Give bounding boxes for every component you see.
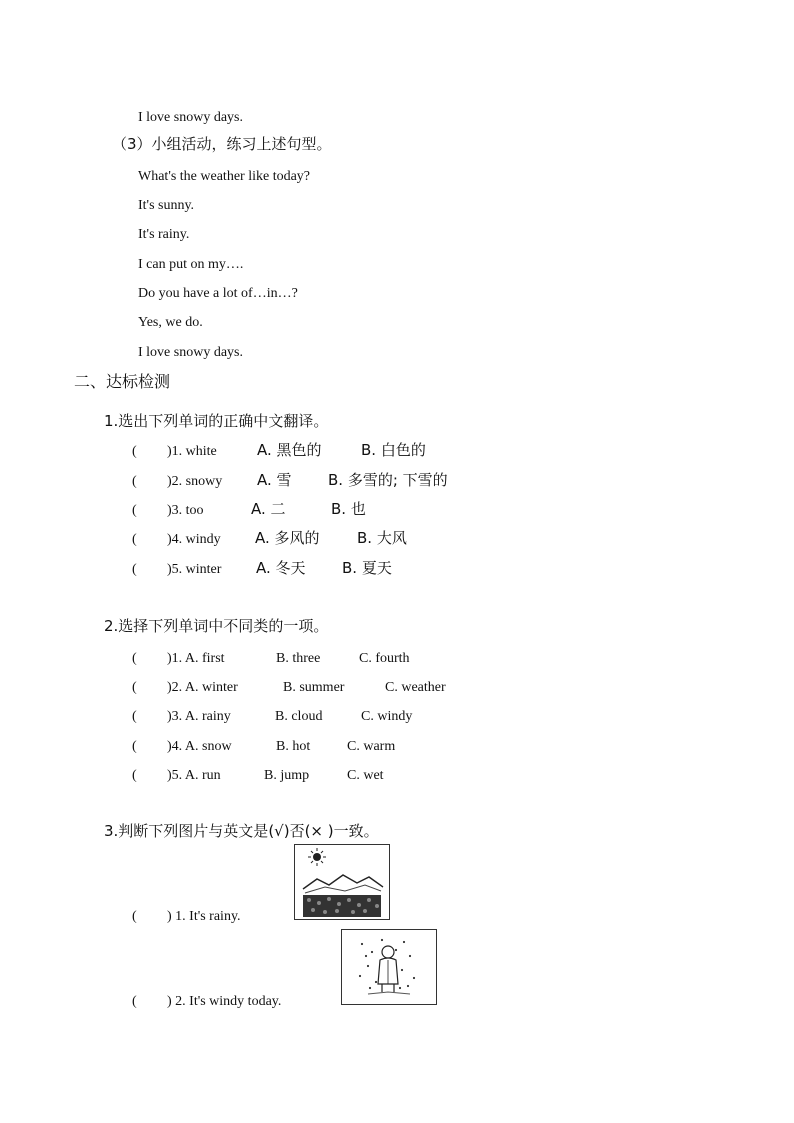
q1-option-a: A. 黑色的 bbox=[257, 441, 322, 459]
q2-option-c: C. weather bbox=[385, 680, 446, 695]
q1-title: 1.选出下列单词的正确中文翻译。 bbox=[104, 412, 329, 430]
snowy-person-picture bbox=[341, 929, 437, 1005]
q2-option-b: B. jump bbox=[264, 768, 310, 783]
dialog-line: I love snowy days. bbox=[138, 345, 243, 360]
answer-blank[interactable]: ( bbox=[132, 739, 137, 754]
q1-item-word: )4. windy bbox=[167, 532, 221, 547]
answer-blank[interactable]: ( bbox=[132, 909, 137, 924]
answer-blank[interactable]: ( bbox=[132, 768, 137, 783]
answer-blank[interactable]: ( bbox=[132, 562, 137, 577]
q3-title: 3.判断下列图片与英文是(√)否(× )一致。 bbox=[104, 822, 379, 840]
answer-blank[interactable]: ( bbox=[132, 532, 137, 547]
q2-option-a: )5. A. run bbox=[167, 768, 221, 783]
answer-blank[interactable]: ( bbox=[132, 709, 137, 724]
q1-option-a: A. 多风的 bbox=[255, 529, 320, 547]
q2-option-a: )1. A. first bbox=[167, 651, 225, 666]
dialog-line: It's sunny. bbox=[138, 198, 195, 213]
answer-blank[interactable]: ( bbox=[132, 503, 137, 518]
section-heading: 二、达标检测 bbox=[74, 372, 171, 391]
q2-option-a: )2. A. winter bbox=[167, 680, 238, 695]
dialog-line: It's rainy. bbox=[138, 227, 190, 242]
sunny-landscape-picture bbox=[294, 844, 390, 920]
q1-option-b: B. 夏天 bbox=[342, 559, 392, 577]
q2-option-b: B. summer bbox=[283, 680, 345, 695]
q1-item-word: )5. winter bbox=[167, 562, 222, 577]
q2-title: 2.选择下列单词中不同类的一项。 bbox=[104, 617, 329, 635]
q1-item-word: )1. white bbox=[167, 444, 217, 459]
intro-top-line: I love snowy days. bbox=[138, 110, 243, 125]
q2-option-c: C. warm bbox=[347, 739, 396, 754]
dialog-line: I can put on my…. bbox=[138, 257, 244, 272]
answer-blank[interactable]: ( bbox=[132, 651, 137, 666]
dialog-line: What's the weather like today? bbox=[138, 169, 311, 184]
q2-option-c: C. fourth bbox=[359, 651, 410, 666]
dialog-line: Yes, we do. bbox=[138, 315, 203, 330]
sunny-landscape-icon bbox=[295, 845, 389, 919]
answer-blank[interactable]: ( bbox=[132, 680, 137, 695]
q1-option-a: A. 冬天 bbox=[256, 559, 306, 577]
q1-option-b: B. 也 bbox=[331, 500, 366, 518]
q1-option-a: A. 二 bbox=[251, 500, 286, 518]
answer-blank[interactable]: ( bbox=[132, 474, 137, 489]
q1-option-b: B. 白色的 bbox=[361, 441, 426, 459]
q1-item-word: )3. too bbox=[167, 503, 204, 518]
answer-blank[interactable]: ( bbox=[132, 444, 137, 459]
q3-statement: ) 2. It's windy today. bbox=[167, 994, 282, 1009]
q2-option-a: )4. A. snow bbox=[167, 739, 232, 754]
q2-option-a: )3. A. rainy bbox=[167, 709, 231, 724]
q2-option-b: B. hot bbox=[276, 739, 311, 754]
q2-option-c: C. wet bbox=[347, 768, 384, 783]
q2-option-c: C. windy bbox=[361, 709, 413, 724]
activity-heading: （3）小组活动，练习上述句型。 bbox=[112, 135, 332, 153]
q1-option-a: A. 雪 bbox=[257, 471, 292, 489]
q1-item-word: )2. snowy bbox=[167, 474, 223, 489]
q2-option-b: B. three bbox=[276, 651, 321, 666]
q2-option-b: B. cloud bbox=[275, 709, 323, 724]
snowy-person-icon bbox=[342, 930, 436, 1004]
dialog-line: Do you have a lot of…in…? bbox=[138, 286, 298, 301]
answer-blank[interactable]: ( bbox=[132, 994, 137, 1009]
q3-statement: ) 1. It's rainy. bbox=[167, 909, 241, 924]
q1-option-b: B. 多雪的; 下雪的 bbox=[328, 471, 448, 489]
q1-option-b: B. 大风 bbox=[357, 529, 407, 547]
